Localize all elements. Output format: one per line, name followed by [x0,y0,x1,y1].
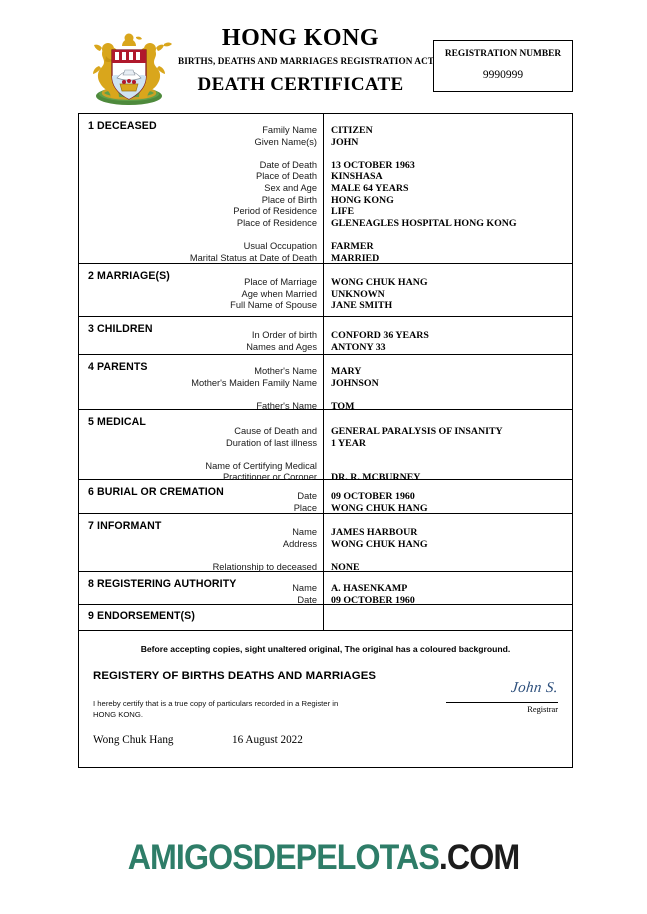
field-label: Place [293,502,317,513]
field-labels [191,366,317,412]
field-label: Mother's Name [254,366,317,376]
field-label: Cause of Death and [234,426,317,436]
section-title: 6 BURIAL OR CREMATION [88,486,224,498]
field-value: 1 YEAR [331,437,367,449]
section-informant-values [324,514,572,571]
field-value: JOHN [331,136,359,148]
registration-act-subtitle: BIRTHS, DEATHS AND MARRIAGES REGISTRATION ACT [178,56,435,67]
field-label: Marital Status at Date of Death [189,252,317,263]
field-value: HONG KONG [331,194,394,206]
field-label: Usual Occupation [243,240,317,251]
section-title: 9 ENDORSEMENT(S) [88,610,195,622]
field-label: Duration of last illness [226,437,317,448]
field-label: Given Name(s) [254,136,317,147]
field-value: TOM [331,400,355,412]
section-parents [79,355,572,410]
section-registering-authority [79,572,572,605]
title-block [178,25,435,96]
field-label: Place of Marriage [244,277,317,287]
section-marriages-values [324,264,572,316]
section-deceased-values [324,114,572,263]
certificate-body [78,113,573,768]
section-medical-values [324,410,572,484]
section-children [79,317,572,355]
field-label: Date [297,594,317,605]
field-label: Age when Married [241,288,317,299]
registration-number-label: REGISTRATION NUMBER [444,49,562,59]
section-title: 8 REGISTERING AUTHORITY [88,578,237,590]
section-authority-left [79,572,324,604]
field-value: MALE 64 YEARS [331,182,409,194]
field-label: Relationship to deceased [212,561,317,572]
certify-line-1: I hereby certify that is a true copy of particulars recorded in a Register in [93,699,339,708]
field-value: WONG CHUK HANG [331,277,428,288]
field-label: Place of Death [256,171,317,182]
field-labels [205,426,317,484]
section-endorsements [79,605,572,631]
section-marriages-left [79,264,324,316]
field-value: KINSHASA [331,171,383,183]
section-burial-cremation [79,480,572,514]
section-endorsements-left [79,605,324,630]
section-title: 2 MARRIAGE(S) [88,270,170,282]
field-value: UNKNOWN [331,288,385,300]
registration-number-value: 9990999 [482,69,524,81]
field-labels [294,491,317,514]
hong-kong-coat-of-arms-icon [86,20,172,108]
field-labels [213,527,317,573]
field-label: Period of Residence [233,206,317,217]
registrar-role-label: Registrar [527,705,558,714]
section-medical [79,410,572,484]
section-burial-left [79,480,324,513]
field-value: GLENEAGLES HOSPITAL HONG KONG [331,217,517,229]
document-type-title: DEATH CERTIFICATE [197,74,404,96]
field-value: WONG CHUK HANG [331,502,428,514]
signature-line [446,702,558,703]
field-value: CITIZEN [331,125,373,136]
section-burial-values [324,480,572,513]
copy-notice: Before accepting copies, sight unaltered original, The original has a coloured background. [140,644,511,654]
watermark-primary: AMIGOSDEPELOTAS [127,838,439,877]
field-labels [190,125,317,264]
field-label: Name [292,527,317,537]
field-label: Place of Residence [236,217,317,228]
section-authority-values [324,572,572,604]
field-label: Names and Ages [246,341,317,352]
field-label: Family Name [262,125,317,135]
section-informant [79,514,572,572]
field-label: Place of Birth [261,194,317,205]
section-deceased [79,114,572,264]
certificate-footer [79,644,572,756]
field-value: GENERAL PARALYSIS OF INSANITY [331,426,503,437]
field-value: WONG CHUK HANG [331,538,428,550]
field-labels [292,583,317,606]
section-title: 7 INFORMANT [88,520,162,532]
field-value: 09 OCTOBER 1960 [331,594,415,606]
field-label: Sex and Age [264,182,317,193]
field-value: JANE SMITH [331,300,393,312]
field-value: 13 OCTOBER 1963 [331,159,415,171]
field-value: MARRIED [331,252,380,264]
field-label: In Order of birth [251,330,317,340]
field-value: JAMES HARBOUR [331,527,418,538]
section-parents-left [79,355,324,409]
section-deceased-left [79,114,324,263]
signature-block [446,680,558,714]
certificate-header [78,16,573,108]
field-value: FARMER [331,240,374,252]
field-label: Full Name of Spouse [230,300,317,311]
field-labels [246,330,317,353]
site-watermark [26,838,621,878]
section-title: 1 DECEASED [88,120,157,132]
field-value: MARY [331,366,362,377]
registrar-signature: John S. [510,680,559,696]
field-label: Mother's Maiden Family Name [191,377,317,388]
section-endorsements-values [324,605,572,630]
certify-line-2: HONG KONG. [93,709,143,719]
registry-heading: REGISTERY OF BIRTHS DEATHS AND MARRIAGES [93,670,377,682]
field-value: 09 OCTOBER 1960 [331,491,415,502]
field-value: ANTONY 33 [331,341,386,353]
field-labels [230,277,317,312]
field-label: Practitioner or Coroner [222,472,317,483]
section-children-values [324,317,572,354]
section-parents-values [324,355,572,412]
section-title: 5 MEDICAL [88,416,146,428]
page-title: HONG KONG [221,25,380,51]
registration-number-box [433,40,573,92]
field-value: LIFE [331,206,355,218]
field-label: Date [297,491,317,501]
field-value: CONFORD 36 YEARS [331,330,429,341]
field-value: DR. R. MCBURNEY [331,472,421,484]
watermark-suffix: .COM [438,838,520,877]
section-children-left [79,317,324,354]
section-title: 3 CHILDREN [88,323,153,335]
field-label: Name of Certifying Medical [205,460,317,471]
section-title: 4 PARENTS [88,361,148,373]
section-marriages [79,264,572,317]
field-value: A. HASENKAMP [331,583,408,594]
issue-place: Wong Chuk Hang [93,734,174,746]
field-label: Father's Name [256,400,317,411]
section-medical-left [79,410,324,483]
field-value: JOHNSON [331,377,379,389]
field-label: Date of Death [259,159,317,170]
field-value: NONE [331,561,360,573]
field-label: Name [292,583,317,593]
issue-date: 16 August 2022 [232,734,303,746]
section-informant-left [79,514,324,571]
field-label: Address [282,538,317,549]
certify-statement [93,699,393,720]
